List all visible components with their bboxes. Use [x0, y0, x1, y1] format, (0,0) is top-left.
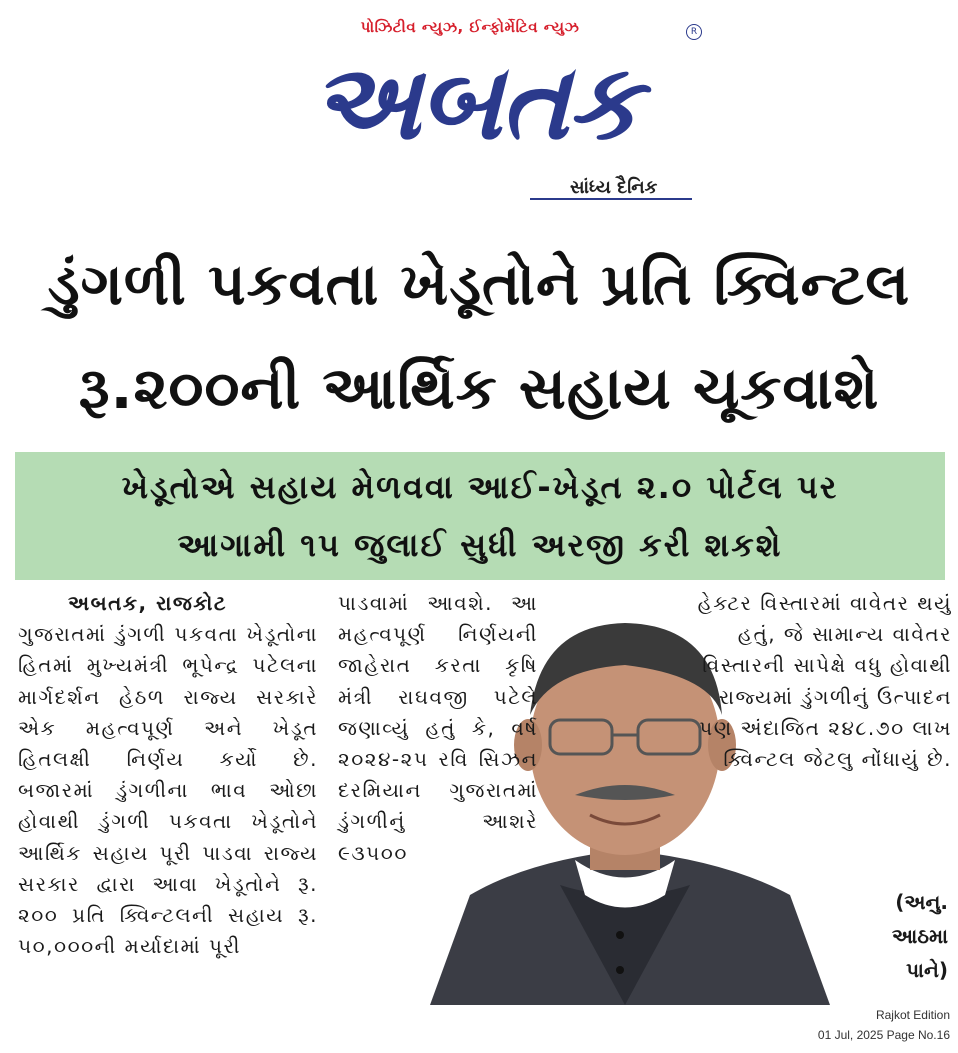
page-info: 01 Jul, 2025 Page No.16	[817, 1028, 950, 1042]
article-dateline: અબતક, રાજકોટ	[68, 591, 228, 615]
edition-label: Rajkot Edition	[875, 1008, 950, 1022]
headline-line-2: રૂ.૨૦૦ની આર્થિક સહાય ચૂકવાશે	[78, 354, 880, 422]
headline-line-1: ડુંગળી પકવતા ખેડૂતોને પ્રતિ ક્વિન્ટલ	[47, 250, 911, 318]
subheadline-line-1: ખેડૂતોએ સહાય મેળવવા આઈ-ખેડૂત ૨.૦ પોર્ટલ પર	[121, 468, 839, 506]
continued-note: (અનુ. આઠમા પાને)	[891, 890, 948, 982]
masthead-rule	[530, 198, 692, 200]
article-column-2: પાડવામાં આવશે. આ મહત્વપૂર્ણ નિર્ણયની જાહેરાત કરતા કૃષિ મંત્રી રાઘવજી પટેલે જણાવ્યું હતું કે, વર્ષ ૨૦૨૪-૨૫ રવિ સિઝન દરમિયાન ગુજરાતમાં ડુંગળીનું આશરે ૯૩૫૦૦	[338, 591, 538, 865]
registered-mark: R	[686, 24, 702, 40]
article-column-3: હેક્ટર વિસ્તારમાં વાવેતર થયું હતું, જે સામાન્ય વાવેતર વિસ્તારની સાપેક્ષે વધુ હોવાથી રાજ્યમાં ડુંગળીનું ઉત્પાદન પણ અંદાજિત ૨૪૮.૭૦ લાખ ક્વિન્ટલ જેટલુ નોંધાયું છે.	[697, 591, 952, 772]
masthead-subtitle: સાંધ્ય દૈનિક	[570, 177, 658, 198]
subheadline-line-2: આગામી ૧૫ જુલાઈ સુધી અરજી કરી શકશે	[177, 526, 783, 564]
newspaper-logo: અબતક	[311, 41, 639, 163]
article-column-1	[18, 588, 318, 962]
masthead-tagline: પોઝિટીવ ન્યુઝ, ઈન્ફોર્મેટિવ ન્યુઝ	[360, 18, 580, 36]
article-column-1-text: ગુજરાતમાં ડુંગળી પકવતા ખેડૂતોના હિતમાં મુખ્યમંત્રી ભૂપેન્દ્ર પટેલના માર્ગદર્શન હેઠળ રાજ્ય સરકારે એક મહત્વપૂર્ણ અને ખેડૂત હિતલક્ષી નિર્ણય કર્યો છે. બજારમાં ડુંગળીના ભાવ ઓછા હોવાથી ડુંગળી પકવતા ખેડૂતોને આર્થિક સહાય પૂરી પાડવા રાજ્ય સરકાર દ્વારા આવા ખેડૂતોને રૂ. ૨૦૦ પ્રતિ ક્વિન્ટલની સહાય રૂ. ૫૦,૦૦૦ની મર્યાદામાં પૂરી	[18, 622, 318, 959]
